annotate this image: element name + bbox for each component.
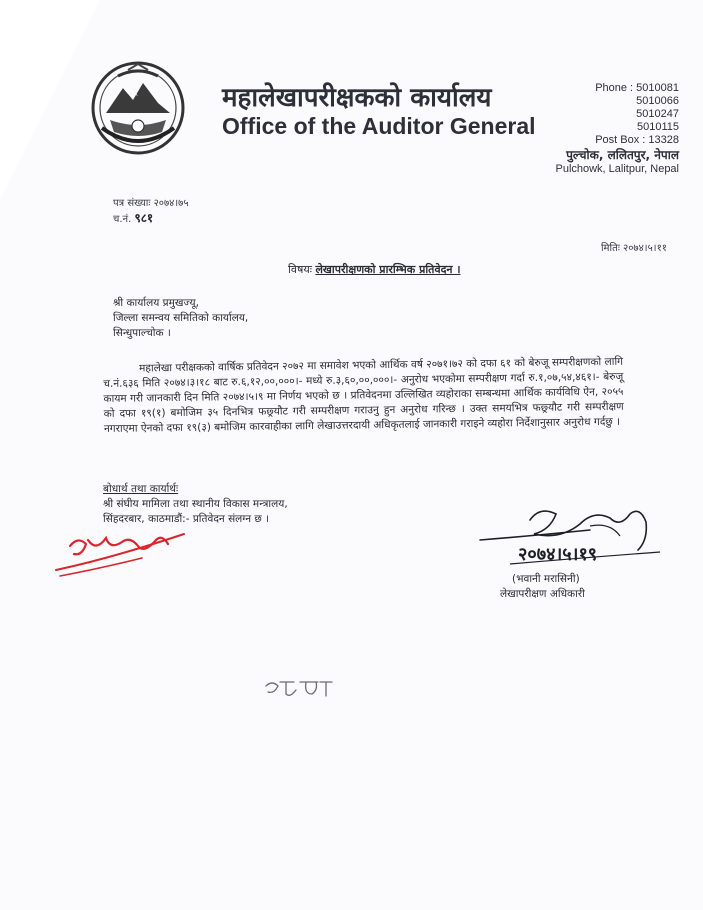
office-name-english: Office of the Auditor General [222, 113, 536, 139]
cc-line: सिंहदरबार, काठमाडौं:- प्रतिवेदन संलग्न छ । [103, 513, 270, 525]
signature [470, 500, 670, 580]
phone-number: 5010115 [636, 121, 679, 133]
cc-block [103, 482, 288, 527]
addressee-block [113, 296, 248, 341]
dispatch-number: ९८१ [134, 211, 154, 225]
address-english: Pulchowk, Lalitpur, Nepal [555, 163, 679, 175]
addressee-line: सिन्धुपाल्चोक । [113, 327, 171, 339]
signer-name: (भवानी मरासिनी) [512, 573, 580, 585]
cc-line: श्री संघीय मामिला तथा स्थानीय विकास मन्त्रालय, [103, 498, 288, 510]
reference-block [113, 196, 189, 227]
addressee-line: जिल्ला समन्वय समितिको कार्यालय, [113, 312, 249, 324]
cc-heading: बोधार्थ तथा कार्यार्थः [103, 483, 179, 495]
subject-text: लेखापरीक्षणको प्रारम्भिक प्रतिवेदन । [315, 263, 461, 276]
body-paragraph: महालेखा परीक्षकको वार्षिक प्रतिवेदन २०७२ मा समावेश भएको आर्थिक वर्ष २०७१।७२ को दफा ६१ को बेरुजू सम्परीक्षणको लागि च.नं.६३६ मिति २०७४।३।१८ बाट रु.६,१२,००,०००।- मध्ये रु.३,६०,००,०००।- अनुरोध भएकोमा सम्परीक्षण गर्दा रु.१,०७,५४,४६१।- बेरुजू कायम गरी जानकारी दिन मिति २०७४।५।९ मा निर्णय भएको छ । प्रतिवेदनमा उल्लिखित व्यहोराका सम्बन्धमा आर्थिक कार्यविधि ऐन, २०५५ को दफा १९(१) बमोजिम ३५ दिनभित्र फछ्र्यौट गरी सम्परीक्षण गराउनु हुन अनुरोध गरिन्छ । उक्त समयभित्र फछ्र्यौट गरी सम्परीक्षण नगराएमा ऐनको दफा १९(३) बमोजिम कारवाहीका लागि लेखाउत्तरदायी अधिकृतलाई जानकारी गराइने व्यहोरा निर्देशानुसार अनुरोध गर्दछु । [103, 355, 624, 435]
addressee-line: श्री कार्यालय प्रमुखज्यू, [113, 297, 199, 309]
pencil-note [260, 672, 340, 702]
phone-number: 5010081 [636, 82, 679, 94]
phone-line [555, 82, 679, 95]
folded-corner [0, 0, 100, 200]
signer-designation: लेखापरीक्षण अधिकारी [500, 588, 585, 600]
letter-body [103, 355, 624, 437]
phone-label: Phone : [595, 82, 634, 94]
address-nepali: पुल्चोक, ललितपुर, नेपाल [566, 148, 679, 162]
signer-block [500, 572, 585, 602]
dispatch-number-line [113, 211, 189, 227]
subject-line [288, 262, 461, 277]
office-name-nepali: महालेखापरीक्षकको कार्यालय [222, 83, 492, 113]
phone-number: 5010247 [636, 108, 679, 120]
phone-number: 5010066 [636, 95, 679, 107]
letter-date: मितिः २०७४।५।११ [600, 243, 667, 254]
dispatch-label: च.नं. [113, 214, 132, 225]
signature-date: २०७४।५।१९ [518, 544, 598, 565]
post-box: Post Box : 13328 [595, 134, 679, 146]
letter-number: पत्र संख्याः २०७४।७५ [113, 198, 189, 209]
subject-label: विषयः [288, 263, 312, 276]
nepal-emblem-logo [88, 58, 188, 158]
contact-block [555, 82, 679, 176]
red-ink-initials [52, 524, 192, 594]
